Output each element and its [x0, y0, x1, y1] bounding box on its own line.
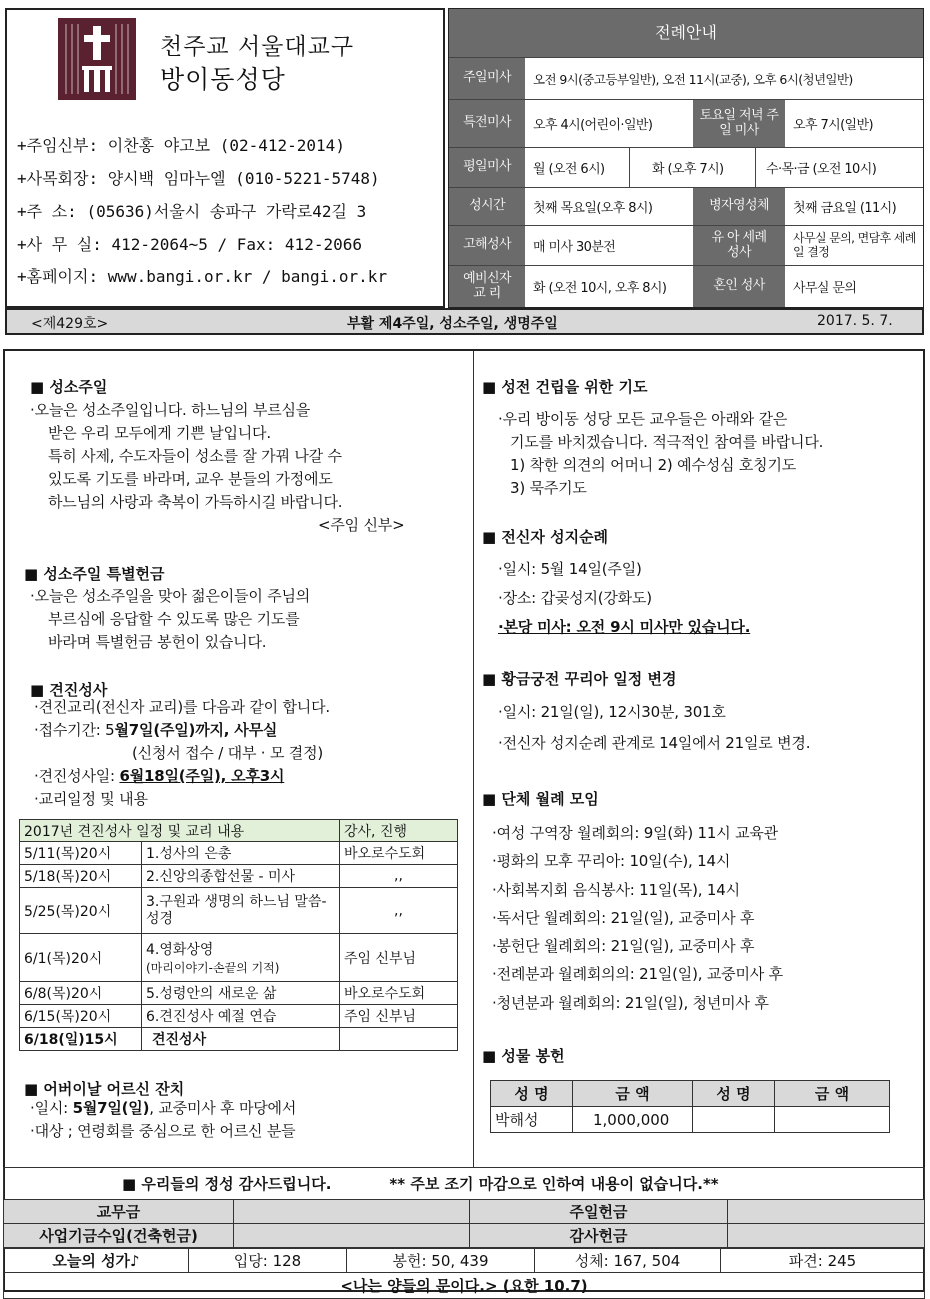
table-row: 5/18(목)20시 2.신앙의종합선물 - 미사 ,, [20, 865, 458, 888]
pastor-signature: <주임 신부> [318, 516, 405, 534]
offering-row: 사업기금수입(건축헌금) 감사헌금 [4, 1224, 925, 1248]
hymn-entrance: 입당: 128 [189, 1249, 347, 1273]
confirmation-schedule-table [19, 819, 458, 1051]
sunday-mass-row: 주일미사 오전 9시(중고등부일반), 오전 11시(교중), 오후 6시(청년일반) [449, 57, 923, 99]
column-divider [473, 351, 474, 1167]
issue-number: <제429호> [31, 316, 109, 332]
table-row: 5/25(목)20시 3.구원과 생명의 하느님 말씀- 성경 ,, [20, 888, 458, 934]
address-info: +주 소: (05636)서울시 송파구 가락로42길 3 [17, 202, 367, 221]
table-row: 박해성 1,000,000 [491, 1107, 890, 1133]
diocese-title: 천주교 서울대교구 [160, 34, 355, 60]
parents-day-heading: ■ 어버이날 어르신 잔치 [24, 1080, 185, 1098]
group-meetings-text: ·여성 구역장 월례회의: 9일(화) 11시 교육관 ·평화의 모후 꾸리아: 10일(수), 14시 ·사회복지회 음식봉사: 11일(목), 14시 ·독서단 월례회의: 21일(일), 교중미사 후 ·봉헌단 월례회의: 21일(일), 교중미사 후 ·전례분과 월례회의의: 21일(일), 교중미사 후 ·청년분과 월례회의: 21일(일), 청년미사 후 [492, 824, 783, 1012]
issue-date: 2017. 5. 7. [817, 313, 893, 329]
issue-bar [5, 308, 924, 335]
pilgrimage-heading: ■ 전신자 성지순례 [482, 528, 609, 546]
table-row: 5/11(목)20시 1.성사의 은총 바오로수도회 [20, 842, 458, 865]
holy-hour-row: 성시간 첫째 목요일(오후 8시) 병자영성체 첫째 금요일 (11시) [449, 187, 923, 225]
table-row: 6/8(목)20시 5.성령안의 새로운 삶 바오로수도회 [20, 982, 458, 1005]
hymn-recessional: 파견: 245 [721, 1249, 925, 1273]
offering-items-heading: ■ 성물 봉헌 [482, 1047, 565, 1065]
table-row: 6/1(목)20시 4.영화상영 (마리이야기-손끝의 기적) 주임 신부님 [20, 934, 458, 982]
church-building-prayer-text: ·우리 방이동 성당 모든 교우들은 아래와 같은 기도를 바치겠습니다. 적극적인 참여를 바랍니다. 1) 착한 의견의 어머니 2) 예수성심 호칭기도 3) 묵주기도 [498, 410, 824, 497]
offerings-summary [3, 1167, 925, 1299]
hymn-row [4, 1249, 925, 1273]
council-head-info: +사목회장: 양시백 임마누엘 (010-5221-5748) [17, 169, 380, 188]
curia-schedule-text: ·일시: 21일(일), 12시30분, 301호 ·전신자 성지순례 관계로 14일에서 21일로 변경. [498, 703, 811, 752]
hymn-label: 오늘의 성가♪ [4, 1249, 189, 1273]
parish-title: 방이동성당 [160, 65, 286, 94]
church-building-prayer-heading: ■ 성전 건립을 위한 기도 [482, 378, 648, 396]
special-offering-heading: ■ 성소주일 특별헌금 [24, 565, 165, 583]
hymn-offertory: 봉헌: 50, 439 [347, 1249, 535, 1273]
offering-row: 교무금 주일헌금 [4, 1200, 925, 1224]
parents-day-text: ·일시: 5월7일(일), 교중미사 후 마당에서 ·대상 ; 연령회를 중심으로 한 어르신 분들 [30, 1099, 297, 1140]
catechumen-row: 예비신자 교 리 화 (오전 10시, 오후 8시) 혼인 성사 사무실 문의 [449, 265, 923, 307]
table-header: 성 명 금 액 성 명 금 액 [491, 1081, 890, 1107]
liturgy-schedule [448, 8, 924, 308]
pilgrimage-text: ·일시: 5월 14일(주일) ·장소: 갑곶성지(강화도) ·본당 미사: 오전 9시 미사만 있습니다. [498, 560, 751, 636]
confession-row: 고해성사 매 미사 30분전 유 아 세례성사 사무실 문의, 면담후 세례일 결정 [449, 225, 923, 265]
homepage-info: +홈페이지: www.bangi.or.kr / bangi.or.kr [17, 267, 388, 286]
church-cross-logo [58, 18, 136, 100]
office-phone-info: +사 무 실: 412-2064~5 / Fax: 412-2066 [17, 235, 362, 254]
liturgy-title: 전례안내 [449, 9, 923, 57]
table-row: 6/15(목)20시 6.견진성사 예절 연습 주임 신부님 [20, 1005, 458, 1028]
thanks-row: ■ 우리들의 정성 감사드립니다. ** 주보 조기 마감으로 인하여 내용이 없습니다.** [4, 1168, 925, 1200]
group-meetings-heading: ■ 단체 월례 모임 [482, 790, 599, 808]
table-row: 6/18(일)15시 견진성사 [20, 1028, 458, 1051]
issue-title: 부활 제4주일, 성소주일, 생명주일 [347, 316, 558, 332]
special-mass-row: 특전미사 오후 4시(어린이·일반) 토요일 저녁 주일 미사 오후 7시(일반) [449, 99, 923, 147]
pastor-info: +주임신부: 이찬홍 야고보 (02-412-2014) [17, 136, 345, 155]
hymn-communion: 성체: 167, 504 [535, 1249, 721, 1273]
curia-schedule-heading: ■ 황금궁전 꾸리아 일정 변경 [482, 670, 677, 688]
special-offering-text: ·오늘은 성소주일을 맞아 젊은이들이 주님의 부르심에 응답할 수 있도록 많은 기도를 바라며 특별헌금 봉헌이 있습니다. [30, 587, 311, 651]
offering-items-table [490, 1080, 890, 1133]
vocation-sunday-text: ·오늘은 성소주일입니다. 하느님의 부르심을 받은 우리 모두에게 기쁜 날입니다. 특히 사제, 수도자들이 성소를 잘 가꿔 나갈 수 있도록 기도를 바라며, 교우 분들의 가정에도 하느님의 사랑과 축복이 가득하시길 바랍니다. <주임 신부> [30, 399, 404, 537]
confirmation-text: ·견진교리(전신자 교리)를 다음과 같이 합니다. ·접수기간: 5월7일(주일)까지, 사무실 (신청서 접수 / 대부 · 모 결정) ·견진성사일: 6월18일(주일), 오후3시 ·교리일정 및 내용 [34, 698, 330, 808]
table-header: 2017년 견진성사 일정 및 교리 내용 강사, 진행 [20, 820, 458, 842]
confirmation-heading: ■ 견진성사 [30, 681, 108, 699]
weekday-mass-row: 평일미사 월 (오전 6시) 화 (오후 7시) 수·목·금 (오전 10시) [449, 147, 923, 187]
verse-row [4, 1273, 925, 1299]
vocation-sunday-heading: ■ 성소주일 [30, 378, 108, 396]
bible-verse: <나는 양들의 문이다.> (요한 10.7) [4, 1273, 925, 1299]
